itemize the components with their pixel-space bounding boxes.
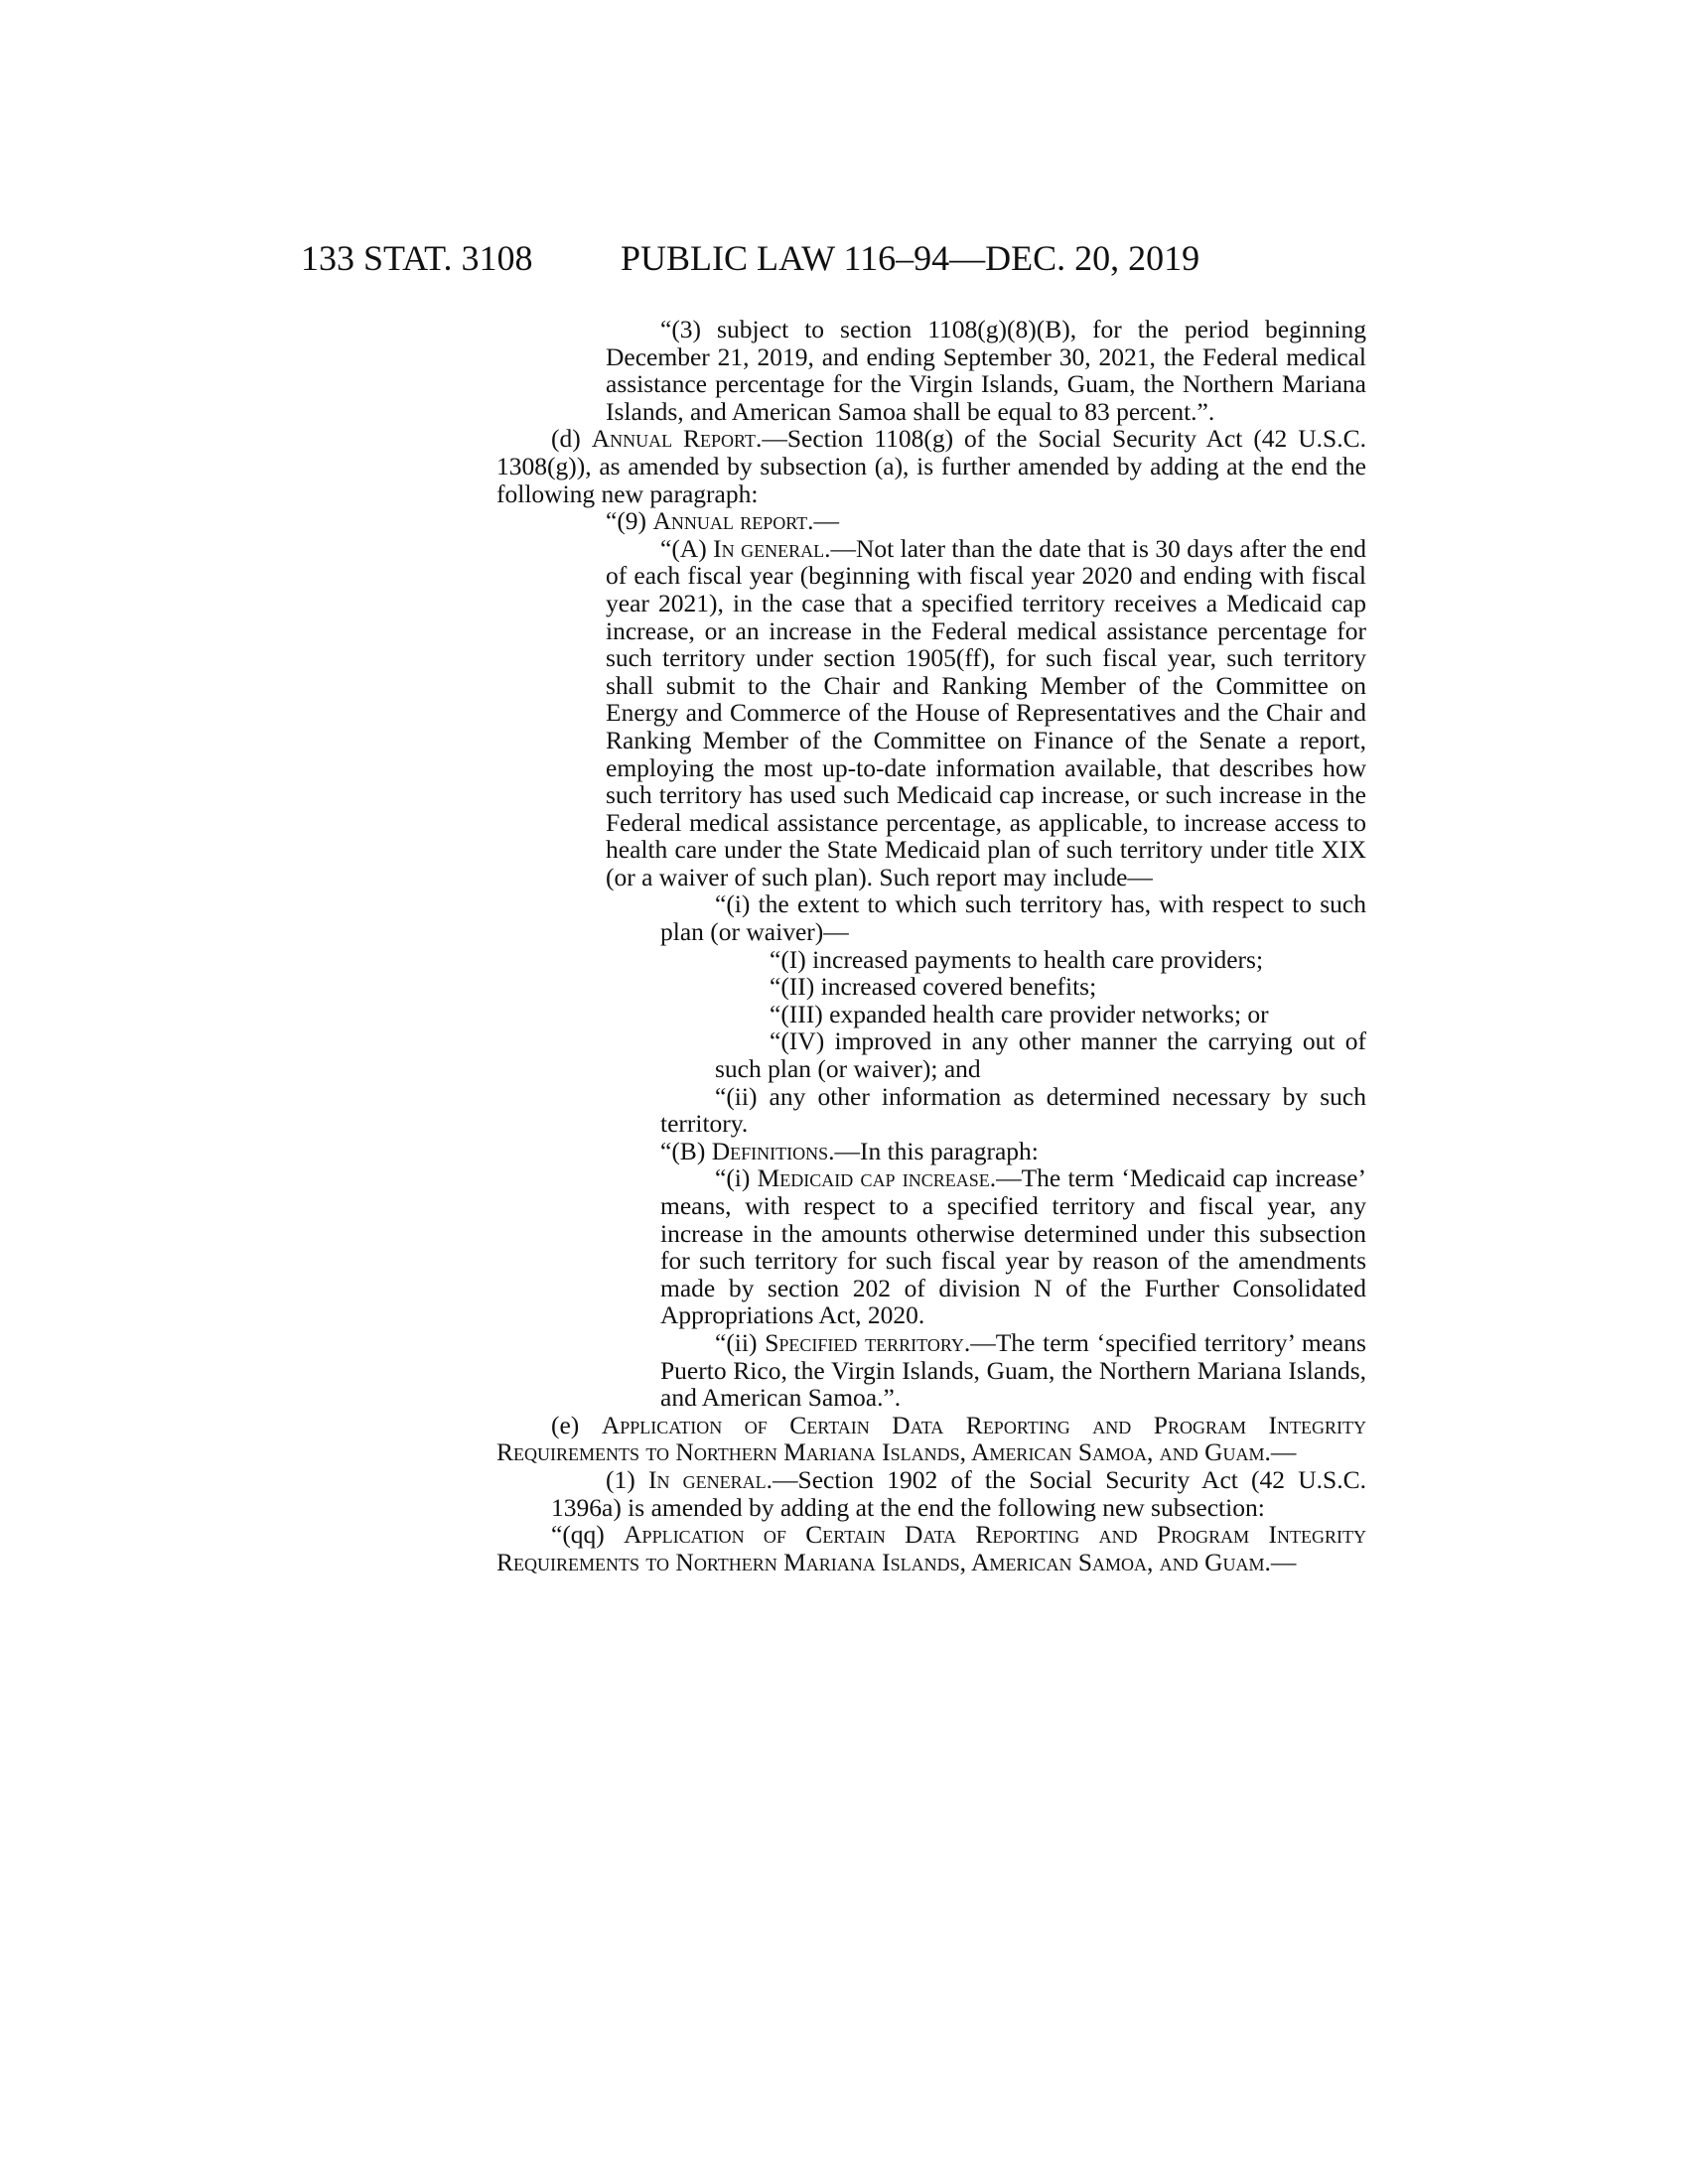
clause-A-ii: “(ii) any other information as determined necessary by such territory. <box>660 1081 1366 1139</box>
subparagraph-A-heading: In general. <box>713 533 831 563</box>
page-header <box>301 236 1214 280</box>
clause-B-i-heading: Medicaid cap increase. <box>757 1163 997 1193</box>
subsection-qq: “(qq) Application of Certain Data Reporting and Program Integrity Requirements to Northern Mariana Islands, American Samoa, and Guam.— <box>496 1520 1366 1576</box>
subclause-III: “(III) expanded health care provider networks; or <box>770 999 1269 1028</box>
subsection-d-heading: Annual Report. <box>591 424 763 454</box>
law-title: PUBLIC LAW 116–94—DEC. 20, 2019 <box>621 238 1200 278</box>
clause-B-i: “(i) Medicaid cap increase.—The term ‘Medicaid cap increase’ means, with respect to a specified territory and fiscal year, any increase in the amounts otherwise determined under this subsection for such territory for such fiscal year by reason of the amendments made by section 202 of division N of the Further Consolidated Appropriations Act, 2020. <box>660 1163 1366 1330</box>
clause-A-i: “(i) the extent to which such territory has, with respect to such plan (or waiver)— <box>660 889 1366 947</box>
paragraph-9-heading: “(9) Annual report.— <box>606 506 840 536</box>
subparagraph-B: “(B) Definitions.—In this paragraph: <box>660 1136 1039 1165</box>
subparagraph-A: “(A) In general.—Not later than the date that is 30 days after the end of each fiscal year (beginning with fiscal year 2020 and ending with fiscal year 2021), in the case that a specified territory receives a Medicaid cap increase, or an increase in the Federal medical assistance percentage for such territory under section 1905(ff), for such fiscal year, such territory shall submit to the Chair and Ranking Member of the Committee on Energy and Commerce of the House of Representatives and the Chair and Ranking Member of the Committee on Finance of the Senate a report, employing the most up-to-date information available, that describes how such territory has used such Medicaid cap increase, or such increase in the Federal medical assistance percentage, as applicable, to increase access to health care under the State Medicaid plan of such territory under title XIX (or a waiver of such plan). Such report may include— <box>606 533 1366 891</box>
subsection-e: (e) Application of Certain Data Reporting and Program Integrity Requirements to Northern Mariana Islands, American Samoa, and Guam.— <box>496 1410 1366 1467</box>
subsection-d: (d) Annual Report.—Section 1108(g) of the Social Security Act (42 U.S.C. 1308(g)), as amended by subsection (a), is further amended by adding at the end the following new paragraph: <box>496 424 1366 508</box>
subsection-qq-heading: Application of Certain Data Reporting and Program Integrity Requirements to Northern Mariana Islands, American Samoa, and Guam. <box>496 1520 1366 1576</box>
subparagraph-B-heading: Definitions. <box>711 1136 835 1165</box>
paragraph-3: “(3) subject to section 1108(g)(8)(B), for the period beginning December 21, 2019, and ending September 30, 2021, the Federal medical assistance percentage for the Virgin Islands, Guam, the Northern Mariana Islands, and American Samoa shall be equal to 83 percent.”. <box>606 315 1366 426</box>
paragraph-e-1-heading: In general. <box>647 1464 774 1494</box>
clause-B-ii-heading: Specified territory. <box>765 1327 971 1357</box>
subsection-e-heading: Application of Certain Data Reporting and Program Integrity Requirements to Northern Mariana Islands, American Samoa, and Guam. <box>496 1410 1366 1467</box>
subclause-I: “(I) increased payments to health care providers; <box>770 944 1264 974</box>
stat-reference: 133 STAT. 3108 <box>301 238 533 278</box>
subclause-II: “(II) increased covered benefits; <box>770 972 1097 1002</box>
statute-body <box>496 316 1366 1575</box>
subclause-IV: “(IV) improved in any other manner the carrying out of such plan (or waiver); and <box>715 1026 1366 1084</box>
clause-B-ii: “(ii) Specified territory.—The term ‘specified territory’ means Puerto Rico, the Virgin Islands, Guam, the Northern Mariana Islands, and American Samoa.”. <box>660 1327 1366 1413</box>
paragraph-e-1: (1) In general.—Section 1902 of the Social Security Act (42 U.S.C. 1396a) is amended by adding at the end the following new subsection: <box>551 1464 1367 1522</box>
